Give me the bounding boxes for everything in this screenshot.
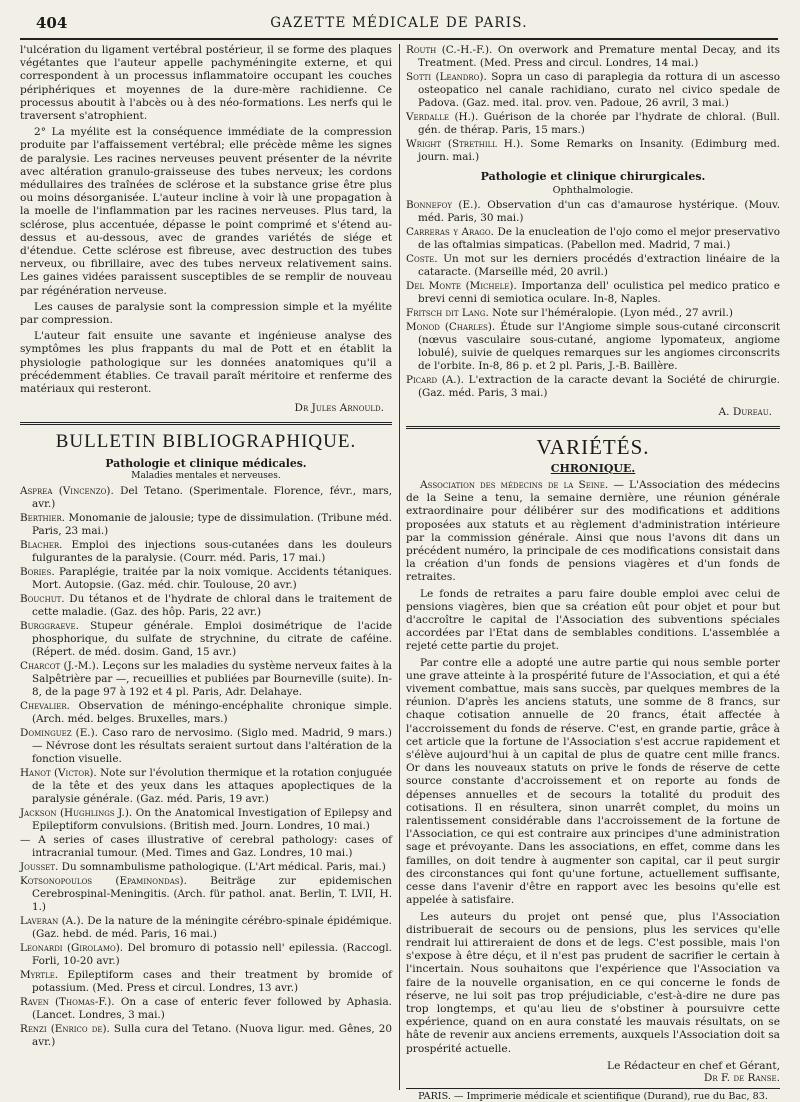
- bibliography-entry: [20, 834, 392, 860]
- entry-author: Charcot (J.-M.).: [20, 660, 100, 673]
- entry-author: Berthier.: [20, 512, 66, 525]
- left-column: [20, 44, 392, 1084]
- entry-author: Blacher.: [20, 539, 63, 552]
- bibliography-entry: [406, 307, 780, 320]
- entry-text: Monomanie de jalousie; type de dissimulation. (Tribune méd. Paris, 23 mai.): [32, 512, 392, 538]
- article-paragraph: [406, 479, 780, 585]
- bibliography-list: [20, 485, 392, 1049]
- entry-author: Verdalle (H.).: [406, 111, 479, 123]
- column-divider: [399, 44, 400, 1090]
- entry-author: Myrtle.: [20, 969, 59, 982]
- article-paragraph: Les causes de paralysie sont la compression simple et la myélite par compression.: [20, 300, 392, 327]
- bibliography-signature: A. Dureau.: [718, 406, 772, 418]
- bibliography-entry: [20, 942, 392, 968]
- entry-author: Wright (Strethill H.).: [406, 138, 524, 150]
- lead-text: — L'Association des médecins de la Seine a tenu, la semaine dernière, une réunion générale extraordinaire pour délibérer sur des modifications et additions proposées aux statuts et au règlement d'administration intérieure par la commission générale. Ainsi que nous l'avons dit dans un précédent numéro, la principale de ces modifications consistait dans la création d'un fonds de pensions viagères et d'un fonds de retraites.: [406, 479, 780, 584]
- entry-text: Del bromuro di potassio nell' epilessia. (Raccogl. Forli, 10-20 avr.): [32, 942, 392, 968]
- bibliography-entry: [406, 321, 780, 373]
- bibliography-entry: [20, 593, 392, 619]
- varietes-title: VARIÉTÉS.: [536, 435, 650, 459]
- section-divider: [20, 422, 392, 425]
- entry-text: Paraplégie, traitée par la noix vomique. Accidents tétaniques. Mort. Autopsie. (Gaz. méd. chir. Toulouse, 20 avr.): [32, 566, 392, 592]
- bulletin-title: BULLETIN BIBLIOGRAPHIQUE.: [55, 431, 357, 453]
- article-paragraph: L'auteur fait ensuite une savante et ingénieuse analyse des symptômes les plus frappants du mal de Pott et en établit la physiologie pathologique sur les données anatomiques qu'il a précédemment établies. Ce travail paraît méritoire et renferme des matériaux qui resteront.: [20, 330, 392, 396]
- bibliography-entry: [20, 566, 392, 592]
- entry-text: Observation de méningo-encéphalite chronique simple. (Arch. méd. belges. Bruxelles, mars.): [32, 700, 393, 726]
- entry-author: Leonardi (Girolamo).: [20, 942, 124, 955]
- bibliography-entry: [406, 253, 780, 279]
- bibliography-entry: [406, 111, 780, 137]
- bibliography-entry: [20, 620, 392, 659]
- bibliography-entry: [20, 727, 392, 766]
- bibliography-entry: [20, 700, 392, 726]
- entry-author: Sotti (Leandro).: [406, 71, 487, 83]
- article-paragraph: l'ulcération du ligament vertébral postérieur, il se forme des plaques végétantes que l'auteur appelle pachyméningite externe, et qui correspondent à un processus inflammatoire occupant les couches périphériques et moyennes de la dure-mère rachidienne. Ce processus aboutit à l'abcès ou à des néo-formations. Les nerfs qui le traversent s'atrophient.: [20, 44, 392, 123]
- entry-author: Bouchut.: [20, 593, 65, 606]
- entry-author: Bonnefoy (E.).: [406, 199, 481, 211]
- bibliography-list: [406, 199, 780, 400]
- entry-text: On a case of enteric fever followed by Aphasia. (Lancet. Londres, 3 mai.): [32, 996, 392, 1022]
- entry-text: Guérison de la chorée par l'hydrate de chloral. (Bull. gén. de thérap. Paris, 15 mars.): [418, 111, 780, 136]
- entry-author: Asprea (Vincenzo).: [20, 485, 114, 498]
- bibliography-list: [406, 44, 780, 164]
- entry-author: Raven (Thomas-F.).: [20, 996, 115, 1009]
- entry-text: Note sur l'évolution thermique et la rotation conjuguée de la tête et des yeux dans les attaques apoplectiques de la paralysie générale. (Gaz. méd. Paris, 19 avr.): [32, 767, 392, 806]
- bibliography-entry: [406, 71, 780, 110]
- entry-text: On overwork and Premature mental Decay, and its Treatment. (Med. Press and circul. Londres, 14 mai.): [418, 44, 780, 69]
- article-paragraph: 2° La myélite est la conséquence immédiate de la compression produite par l'affaissement vertébral; elle précède même les signes de paralysie. Les racines nerveuses peuvent présenter de la névrite avec altération granulo-graisseuse des tubes nerveux; les cordons médullaires des traînées de sclérose et la substance grise être plus ou moins désorganisée. L'auteur incline à voir là une propagation à la moelle de l'inflammation par les racines nerveuses. Plus tard, la sclérose, plus accentuée, dépasse le point comprimé et s'étend au-dessus et au-dessous, avec de grandes variétés de siége et d'étendue. Cette sclérose est fibreuse, avec destruction des tubes nerveux, ou fibrillaire, avec des tubes nerveux relativement sains. Les gaines vidées paraissent susceptibles de se remplir de nouveau par régénération nerveuse.: [20, 126, 392, 297]
- entry-text: Del Tetano. (Sperimentale. Florence, févr., mars, avr.): [32, 485, 392, 511]
- chronique-subtitle: CHRONIQUE.: [550, 462, 636, 475]
- article-continuation: [20, 44, 392, 396]
- entry-author: Jousset.: [20, 861, 59, 874]
- entry-text: Du somnambulisme pathologique. (L'Art médical. Paris, mai.): [61, 861, 386, 874]
- article-paragraph: Le fonds de retraites a paru faire double emploi avec celui de pensions viagères, bien que sa création eût pour objet et pour but d'accroître le capital de l'Association des subventions spéciales accordées par l'Etat dans de semblables conditions. L'assemblée a rejeté cette partie du projet.: [406, 587, 780, 653]
- bibliography-entry: [406, 280, 780, 306]
- article-paragraph: Les auteurs du projet ont pensé que, plus l'Association distribuerait de secours ou de pensions, plus les services qu'elle rendrait lui attireraient de dons et de legs. C'est possible, mais l'on s'expose à être déçu, et il n'est pas prudent de sacrifier le certain à l'incertain. Nous souhaitons que l'expérience que l'Association va faire de la nouvelle organisation, en ce qui concerne le fonds de réserve, ne lui soit pas trop préjudiciable, c'est-à-dire ne dure pas trop longtemps, et qu'au lieu de s'obstiner à poursuivre cette expérience, quand on en aura constaté les mauvais résultats, on se hâte de revenir aux anciens errements, auxquels l'Association doit sa prospérité actuelle.: [406, 910, 780, 1055]
- page-number: 404: [36, 14, 68, 32]
- article-signature: Dr Jules Arnould.: [294, 402, 384, 415]
- entry-text: Leçons sur les maladies du système nerveux faites à la Salpêtrière par —, recueillies et publiées par Bourneville (suite). In-8, de la page 97 à 192 et 4 pl. Paris, Adr. Delahaye.: [32, 660, 392, 699]
- entry-text: On the Anatomical Investigation of Epilepsy and Epileptiform convulsions. (British med. Journ. Londres, 10 mai.): [32, 807, 392, 833]
- article-paragraph: Par contre elle a adopté une autre partie qui nous semble porter une grave atteinte à la prospérité future de l'Association, et qui a été vivement combattue, mais sans succès, par quelques membres de la réunion. D'après les anciens statuts, une somme de 8 francs, sur chaque cotisation annuelle de 20 francs, était affectée à l'accroissement du fonds de réserve. C'est, en grande partie, grâce à cet article que la fortune de l'Association s'est accrue rapidement et s'élève aujourd'hui à un capital de plus de quatre cent mille francs. Or dans les nouveaux statuts on prive le fonds de réserve de cette source constante d'accroissement et on reporte au fonds de dépenses annuelles et de secours la totalité du produit des cotisations. Il en résultera, sinon unarrêt complet, du moins un ralentissement considérable dans l'accroissement de la fortune de l'Association, ce qui est contraire aux principes d'une administration sage et prévoyante. Dans les associations, en effet, comme dans les familles, on doit tendre à augmenter son capital, car il peut surgir des circonstances qui font qu'une fortune, actuellement suffisante, cesse dans l'avenir d'être en rapport avec les besoins qu'elle est appelée à satisfaire.: [406, 656, 780, 907]
- entry-text: De la nature de la méningite cérébro-spinale épidémique. (Gaz. hebd. de méd. Paris, 16 mai.): [32, 915, 392, 941]
- bibliography-entry: [406, 44, 780, 70]
- entry-text: Emploi des injections sous-cutanées dans les douleurs fulgurantes de la paralysie. (Courr. méd. Paris, 17 mai.): [32, 539, 392, 565]
- ophthalmology-subheading: Ophthalmologie.: [552, 185, 634, 196]
- bulletin-subtitle: Pathologie et clinique médicales.: [105, 457, 307, 471]
- entry-text: Du tétanos et de l'hydrate de chloral dans le traitement de cette maladie. (Gaz. des hôp. Paris, 22 avr.): [32, 593, 392, 619]
- entry-text: Sopra un caso di paraplegia da rottura di un ascesso osteopatico nel canale rachidiano, curato nel civico spedale de Padova. (Gaz. med. ital. prov. ven. Padoue, 26 avril, 3 mai.): [418, 71, 780, 109]
- entry-text: Beiträge zur epidemischen Cerebrospinal-Meningitis. (Arch. für pathol. anat. Berlin, T. LVII, H. 1.): [32, 875, 392, 914]
- entry-text: Note sur l'héméralopie. (Lyon méd., 27 avril.): [492, 307, 733, 319]
- entry-author: Hanot (Victor).: [20, 767, 97, 780]
- entry-author: Laveran (A.).: [20, 915, 84, 928]
- entry-text: — A series of cases illustrative of cerebral pathology: cases of intracranial tumour. (Med. Times and Gaz. Londres, 10 mai.): [20, 834, 392, 860]
- bibliography-entry: [20, 512, 392, 538]
- bibliography-entry: [20, 875, 392, 914]
- bibliography-entry: [406, 374, 780, 400]
- bibliography-entry: [20, 807, 392, 833]
- editor-name: Dr F. de Ranse.: [703, 1071, 780, 1084]
- editor-role: Le Rédacteur en chef et Gérant,: [607, 1059, 780, 1072]
- bibliography-entry: [20, 915, 392, 941]
- entry-author: Burggraeve.: [20, 620, 79, 633]
- entry-author: Jackson (Hughlings J.).: [20, 807, 133, 820]
- entry-author: Routh (C.-H.-F.).: [406, 44, 493, 56]
- entry-text: Importanza dell' oculistica pel medico pratico e brevi cenni di semiotica oculare. In-8, Naples.: [418, 280, 781, 305]
- entry-text: De la enucleation de l'ojo como el mejor preservativo de las oftalmias simpaticas. (Pabellon med. Madrid, 7 mai.): [418, 226, 781, 251]
- entry-author: Bories.: [20, 566, 55, 579]
- page-header: [20, 12, 778, 40]
- bibliography-entry: [20, 660, 392, 699]
- bibliography-entry: [406, 138, 780, 164]
- entry-text: Some Remarks on Insanity. (Edimburg med. journ. mai.): [418, 138, 780, 163]
- entry-text: L'extraction de la caracte devant la Société de chirurgie. (Gaz. méd. Paris, 3 mai.): [418, 374, 780, 399]
- entry-author: Picard (A.).: [406, 374, 464, 386]
- entry-author: Monod (Charles).: [406, 321, 496, 333]
- printer-imprint: PARIS. — Imprimerie médicale et scientifique (Durand), rue du Bac, 83.: [406, 1088, 780, 1102]
- editor-signature: [406, 1060, 780, 1084]
- chronique-article: [406, 479, 780, 1056]
- bibliography-entry: [20, 969, 392, 995]
- entry-author: Kotsonopoulos (Epaminondas).: [20, 875, 187, 888]
- entry-author: Chevalier.: [20, 700, 70, 713]
- bibliography-entry: [20, 485, 392, 511]
- bibliography-entry: [406, 199, 780, 225]
- entry-author: Renzi (Enrico de).: [20, 1023, 110, 1036]
- entry-text: Étude sur l'Angiome simple sous-cutané circonscrit (nœvus vasculaire sous-cutané, angiome lypomateux, angiome lobulé), suivie de quelques remarques sur les angiomes circonscrits de l'orbite. In-8, 86 p. et 2 pl. Paris, J.-B. Baillère.: [418, 321, 780, 372]
- journal-title: GAZETTE MÉDICALE DE PARIS.: [270, 15, 528, 31]
- entry-author: Fritsch dit Lang.: [406, 307, 489, 319]
- lead-label: Association des médecins de la Seine.: [420, 479, 609, 491]
- entry-author: Del Monte (Michele).: [406, 280, 517, 292]
- entry-text: Stupeur générale. Emploi dosimétrique de l'acide phosphorique, du sulfate de strychnine, du citrate de caféine. (Répert. de méd. dosim. Gand, 15 avr.): [32, 620, 393, 659]
- entry-author: Carreras y Arago.: [406, 226, 494, 238]
- entry-author: Dominguez (E.).: [20, 727, 98, 740]
- bibliography-entry: [20, 1023, 392, 1049]
- right-column: [406, 44, 781, 1102]
- surgery-heading: Pathologie et clinique chirurgicales.: [480, 170, 706, 183]
- bibliography-entry: [20, 767, 392, 806]
- entry-text: Un mot sur les derniers procédés d'extraction linéaire de la cataracte. (Marseille méd, 20 avril.): [418, 253, 780, 278]
- entry-text: Epileptiform cases and their treatment by bromide of potassium. (Med. Press et circul. Londres, 13 avr.): [32, 969, 392, 995]
- bibliography-entry: [20, 996, 392, 1022]
- section-divider: [406, 426, 780, 429]
- entry-text: Observation d'un cas d'amaurose hystérique. (Mouv. méd. Paris, 30 mai.): [418, 199, 780, 224]
- bibliography-entry: [406, 226, 780, 252]
- bulletin-category: Maladies mentales et nerveuses.: [131, 471, 281, 482]
- bibliography-entry: [20, 539, 392, 565]
- bibliography-entry: [20, 861, 392, 874]
- entry-text: Sulla cura del Tetano. (Nuova ligur. med. Gênes, 20 avr.): [32, 1023, 392, 1049]
- entry-text: Caso raro de nervosimo. (Siglo med. Madrid, 9 mars.) — Névrose dont les résultats seraient surtout dans l'altération de la fonction visuelle.: [32, 727, 392, 766]
- entry-author: Coste.: [406, 253, 438, 265]
